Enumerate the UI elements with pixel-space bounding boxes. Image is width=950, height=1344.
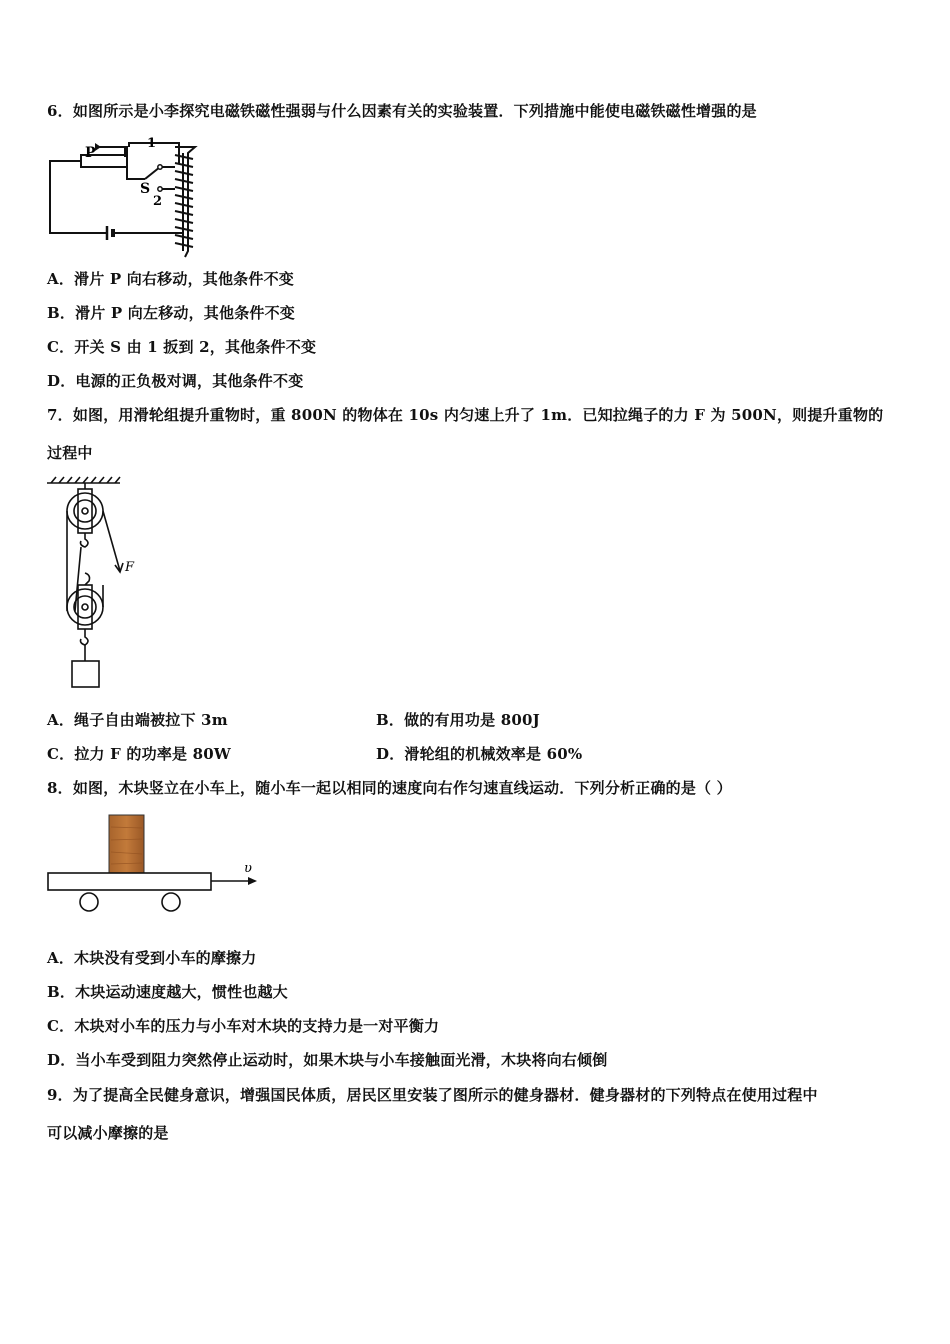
q9-stem-line1: 9．为了提高全民健身意识，增强国民体质，居民区里安装了图所示的健身器材．健身器材的下列特点在使用过程中	[47, 1086, 818, 1104]
cart-wheel-left	[80, 893, 98, 911]
label-p: P	[85, 145, 96, 161]
q7-stem-line2: 过程中	[47, 444, 93, 462]
q8-option-c: C．木块对小车的压力与小车对木块的支持力是一对平衡力	[47, 1017, 440, 1035]
q8-option-b: B．木块运动速度越大，惯性也越大	[47, 983, 288, 1001]
q6-option-a: A．滑片 P 向右移动，其他条件不变	[47, 270, 294, 288]
q6-option-d: D．电源的正负极对调，其他条件不变	[47, 372, 304, 390]
label-s: S	[140, 181, 151, 197]
q7-pulley-system-figure	[45, 475, 145, 690]
wooden-block	[109, 815, 144, 873]
label-1: 1	[147, 136, 157, 151]
cart-wheel-right	[162, 893, 180, 911]
q9-stem-line2: 可以减小摩擦的是	[47, 1124, 169, 1142]
label-v: υ	[244, 861, 252, 876]
q8-block-on-cart-figure	[45, 812, 265, 917]
q7-option-c: C．拉力 F 的功率是 80W	[47, 745, 231, 763]
q8-stem: 8．如图，木块竖立在小车上，随小车一起以相同的速度向右作匀速直线运动．下列分析正确的是（ ）	[47, 779, 732, 797]
q6-electromagnet-circuit-figure	[45, 133, 210, 258]
q6-option-c: C．开关 S 由 1 扳到 2，其他条件不变	[47, 338, 317, 356]
q8-option-a: A．木块没有受到小车的摩擦力	[47, 949, 257, 967]
q8-option-d: D．当小车受到阻力突然停止运动时，如果木块与小车接触面光滑，木块将向右倾倒	[47, 1051, 608, 1069]
q6-option-b: B．滑片 P 向左移动，其他条件不变	[47, 304, 296, 322]
label-2: 2	[153, 194, 163, 209]
switch-contact-2	[158, 187, 162, 191]
label-f: F	[125, 560, 135, 575]
cart-body	[48, 873, 211, 890]
q7-option-d: D．滑轮组的机械效率是 60%	[376, 745, 583, 763]
switch-contact-1	[158, 165, 162, 169]
q6-stem: 6．如图所示是小李探究电磁铁磁性强弱与什么因素有关的实验装置．下列措施中能使电磁铁磁性增强的是	[47, 102, 757, 120]
q7-option-b: B．做的有用功是 800J	[376, 711, 540, 729]
velocity-arrow	[248, 877, 257, 885]
q7-stem-line1: 7．如图，用滑轮组提升重物时，重 800N 的物体在 10s 内匀速上升了 1m．已知拉绳子的力 F 为 500N，则提升重物的	[47, 406, 884, 424]
q7-option-a: A．绳子自由端被拉下 3m	[47, 711, 228, 729]
